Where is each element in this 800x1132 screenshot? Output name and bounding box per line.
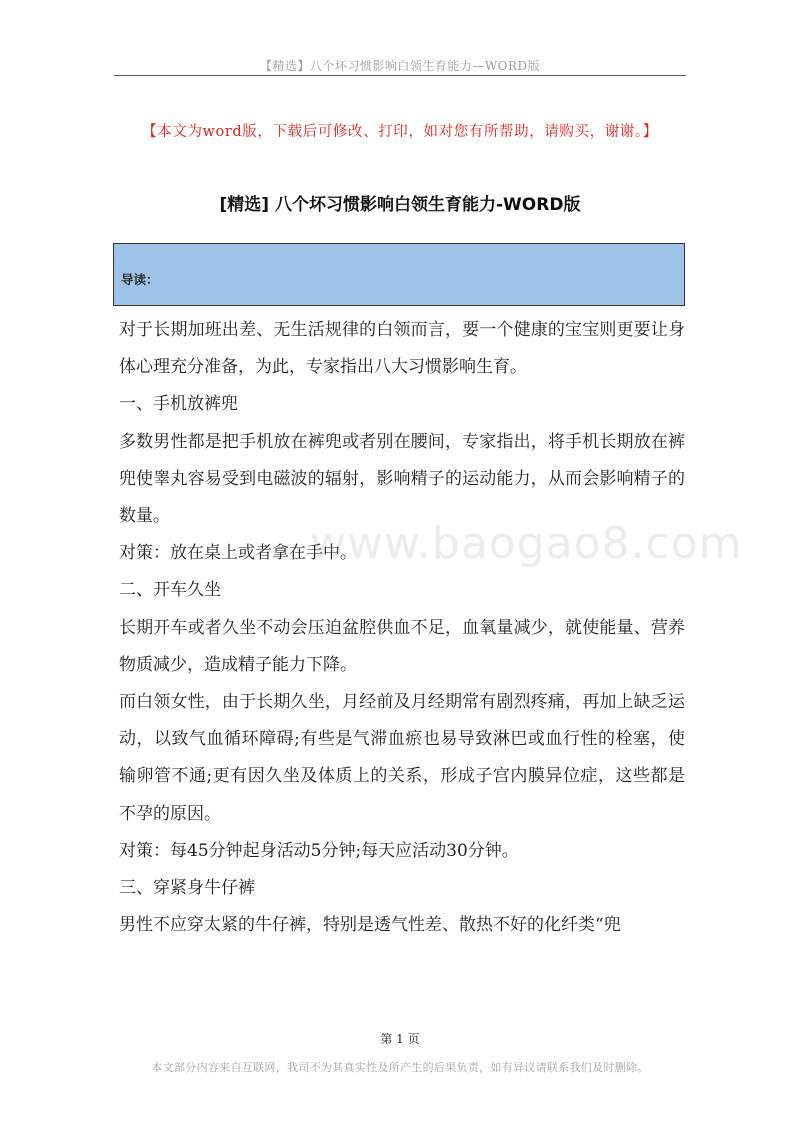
download-notice: 【本文为word版，下载后可修改、打印，如对您有所帮助，请购买，谢谢。】 [142,124,658,140]
section-heading-3: 三、穿紧身牛仔裤 [119,878,255,899]
lead-box [113,243,685,306]
countermeasure-1: 对策：放在桌上或者拿在手中。 [119,543,357,564]
section-heading-1: 一、手机放裤兜 [119,394,238,415]
page-number: 第 1 页 [380,1032,420,1046]
section-heading-2: 二、开车久坐 [119,580,221,601]
paragraph: 长期开车或者久坐不动会压迫盆腔供血不足，血氧量减少，就使能量、营养物质减少，造成精子能力下降。 [119,617,685,675]
header-rule [114,75,686,76]
footer-disclaimer: 本文部分内容来自互联网，我司不为其真实性及所产生的后果负责，如有异议请联系我们及时删除。 [151,1061,649,1074]
paragraph: 男性不应穿太紧的牛仔裤，特别是透气性差、散热不好的化纤类“兜 [119,915,621,936]
lead-label: 导读： [121,272,159,287]
running-header: 【精选】八个坏习惯影响白领生育能力—WORD版 [259,59,541,73]
paragraph: 多数男性都是把手机放在裤兜或者别在腰间，专家指出，将手机长期放在裤兜使睾丸容易受到电磁波的辐射，影响精子的运动能力，从而会影响精子的数量。 [119,431,685,527]
document-title: [精选] 八个坏习惯影响白领生育能力-WORD版 [219,195,581,215]
paragraph-intro: 对于长期加班出差、无生活规律的白领而言，要一个健康的宝宝则更要让身体心理充分准备，为此，专家指出八大习惯影响生育。 [119,320,685,378]
article-body [119,312,685,944]
countermeasure-2: 对策：每45分钟起身活动5分钟;每天应活动30分钟。 [119,840,519,861]
watermark: www.baogao8.com [310,518,743,569]
paragraph: 而白领女性，由于长期久坐，月经前及月经期常有剧烈疼痛，再加上缺乏运动，以致气血循环障碍;有些是气滞血瘀也易导致淋巴或血行性的栓塞，使输卵管不通;更有因久坐及体质上的关系，形成子宫内膜异位症，这些都是不孕的原因。 [119,692,685,824]
